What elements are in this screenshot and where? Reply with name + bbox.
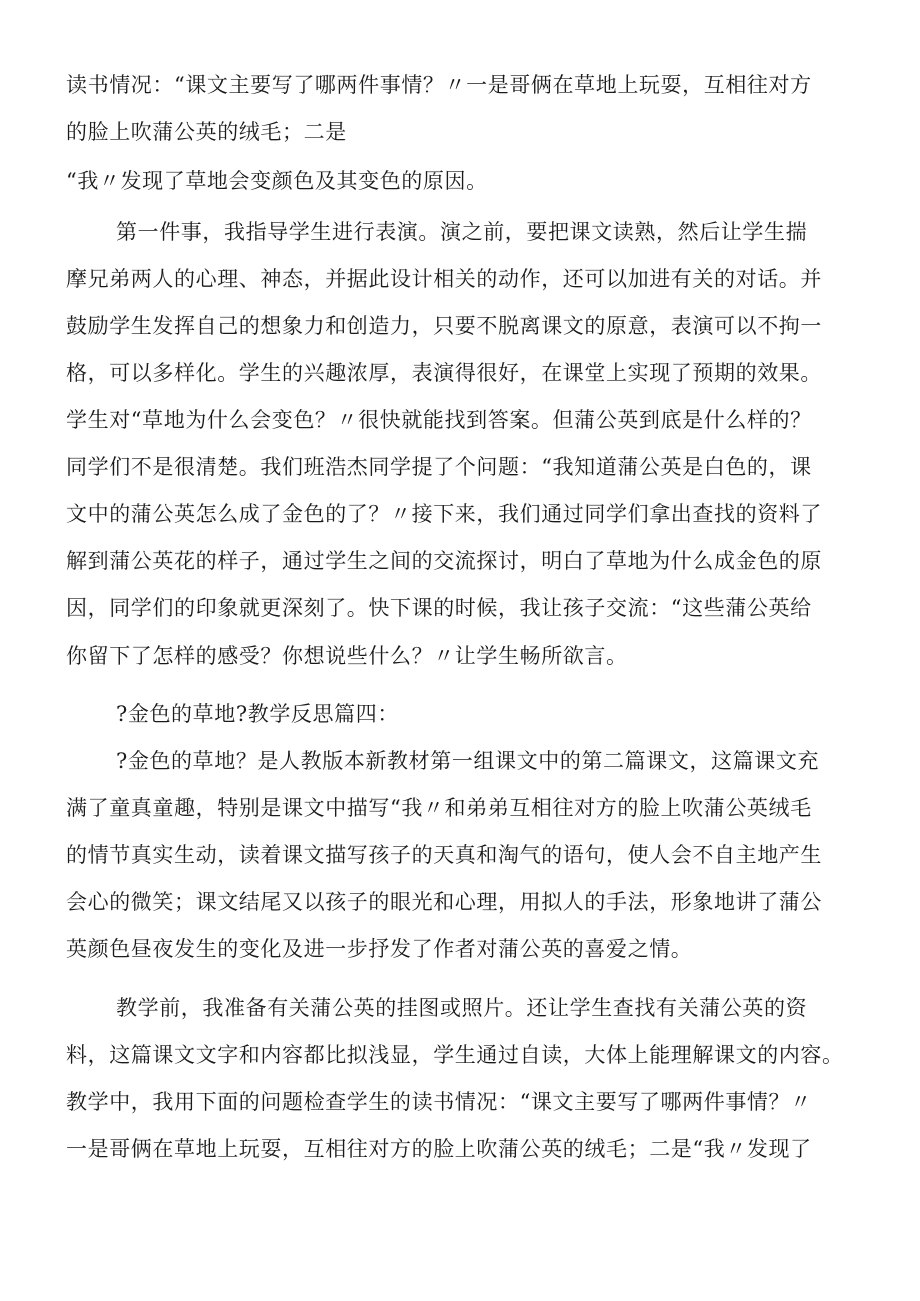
- text-line: 读书情况：“课文主要写了哪两件事情？〃一是哥俩在草地上玩耍，互相往对方: [66, 73, 812, 97]
- text-line: 鼓励学生发挥自己的想象力和创造力，只要不脱离课文的原意，表演可以不拘一: [66, 314, 822, 338]
- text-line: 料，这篇课文文字和内容都比拟浅显，学生通过自读，大体上能理解课文的内容。: [66, 1043, 844, 1067]
- text-line: 文中的蒲公英怎么成了金色的了？〃接下来，我们通过同学们拿出查找的资料了: [66, 502, 822, 526]
- text-line: 教学中，我用下面的问题检查学生的读书情况：“课文主要写了哪两件事情？〃: [66, 1090, 812, 1114]
- section-heading: ?金色的草地?教学反思篇四：: [116, 702, 399, 726]
- paragraph-first-line: ?金色的草地？是人教版本新教材第一组课文中的第二篇课文，这篇课文充: [116, 749, 820, 773]
- text-line: 同学们不是很清楚。我们班浩杰同学提了个问题：“我知道蒲公英是白色的，课: [66, 455, 812, 479]
- text-line: 因，同学们的印象就更深刻了。快下课的时候，我让孩子交流：“这些蒲公英给: [66, 596, 812, 620]
- paragraph-first-line: 第一件事，我指导学生进行表演。演之前，要把课文读熟，然后让学生揣: [116, 220, 808, 244]
- text-line: 的脸上吹蒲公英的绒毛；二是: [66, 120, 347, 144]
- paragraph-first-line: 教学前，我准备有关蒲公英的挂图或照片。还让学生查找有关蒲公英的资: [116, 996, 808, 1020]
- text-line: 格，可以多样化。学生的兴趣浓厚，表演得很好，在课堂上实现了预期的效果。: [66, 361, 822, 385]
- text-line: 一是哥俩在草地上玩耍，互相往对方的脸上吹蒲公英的绒毛；二是“我〃发现了: [66, 1137, 812, 1161]
- text-line: 解到蒲公英花的样子，通过学生之间的交流探讨，明白了草地为什么成金色的原: [66, 549, 822, 573]
- text-line: 的情节真实生动，读着课文描写孩子的天真和淘气的语句，使人会不自主地产生: [66, 843, 822, 867]
- text-line: 你留下了怎样的感受？你想说些什么？〃让学生畅所欲言。: [66, 644, 628, 668]
- text-line: “我〃发现了草地会变颜色及其变色的原因。: [66, 169, 488, 193]
- text-line: 摩兄弟两人的心理、神态，并据此设计相关的动作，还可以加进有关的对话。并: [66, 267, 822, 291]
- text-line: 满了童真童趣，特别是课文中描写“我〃和弟弟互相往对方的脸上吹蒲公英绒毛: [66, 796, 812, 820]
- text-line: 英颜色昼夜发生的变化及进一步抒发了作者对蒲公英的喜爱之情。: [66, 937, 693, 961]
- text-line: 会心的微笑；课文结尾又以孩子的眼光和心理，用拟人的手法，形象地讲了蒲公: [66, 890, 822, 914]
- text-line: 学生对“草地为什么会变色？〃很快就能找到答案。但蒲公英到底是什么样的？: [66, 408, 812, 432]
